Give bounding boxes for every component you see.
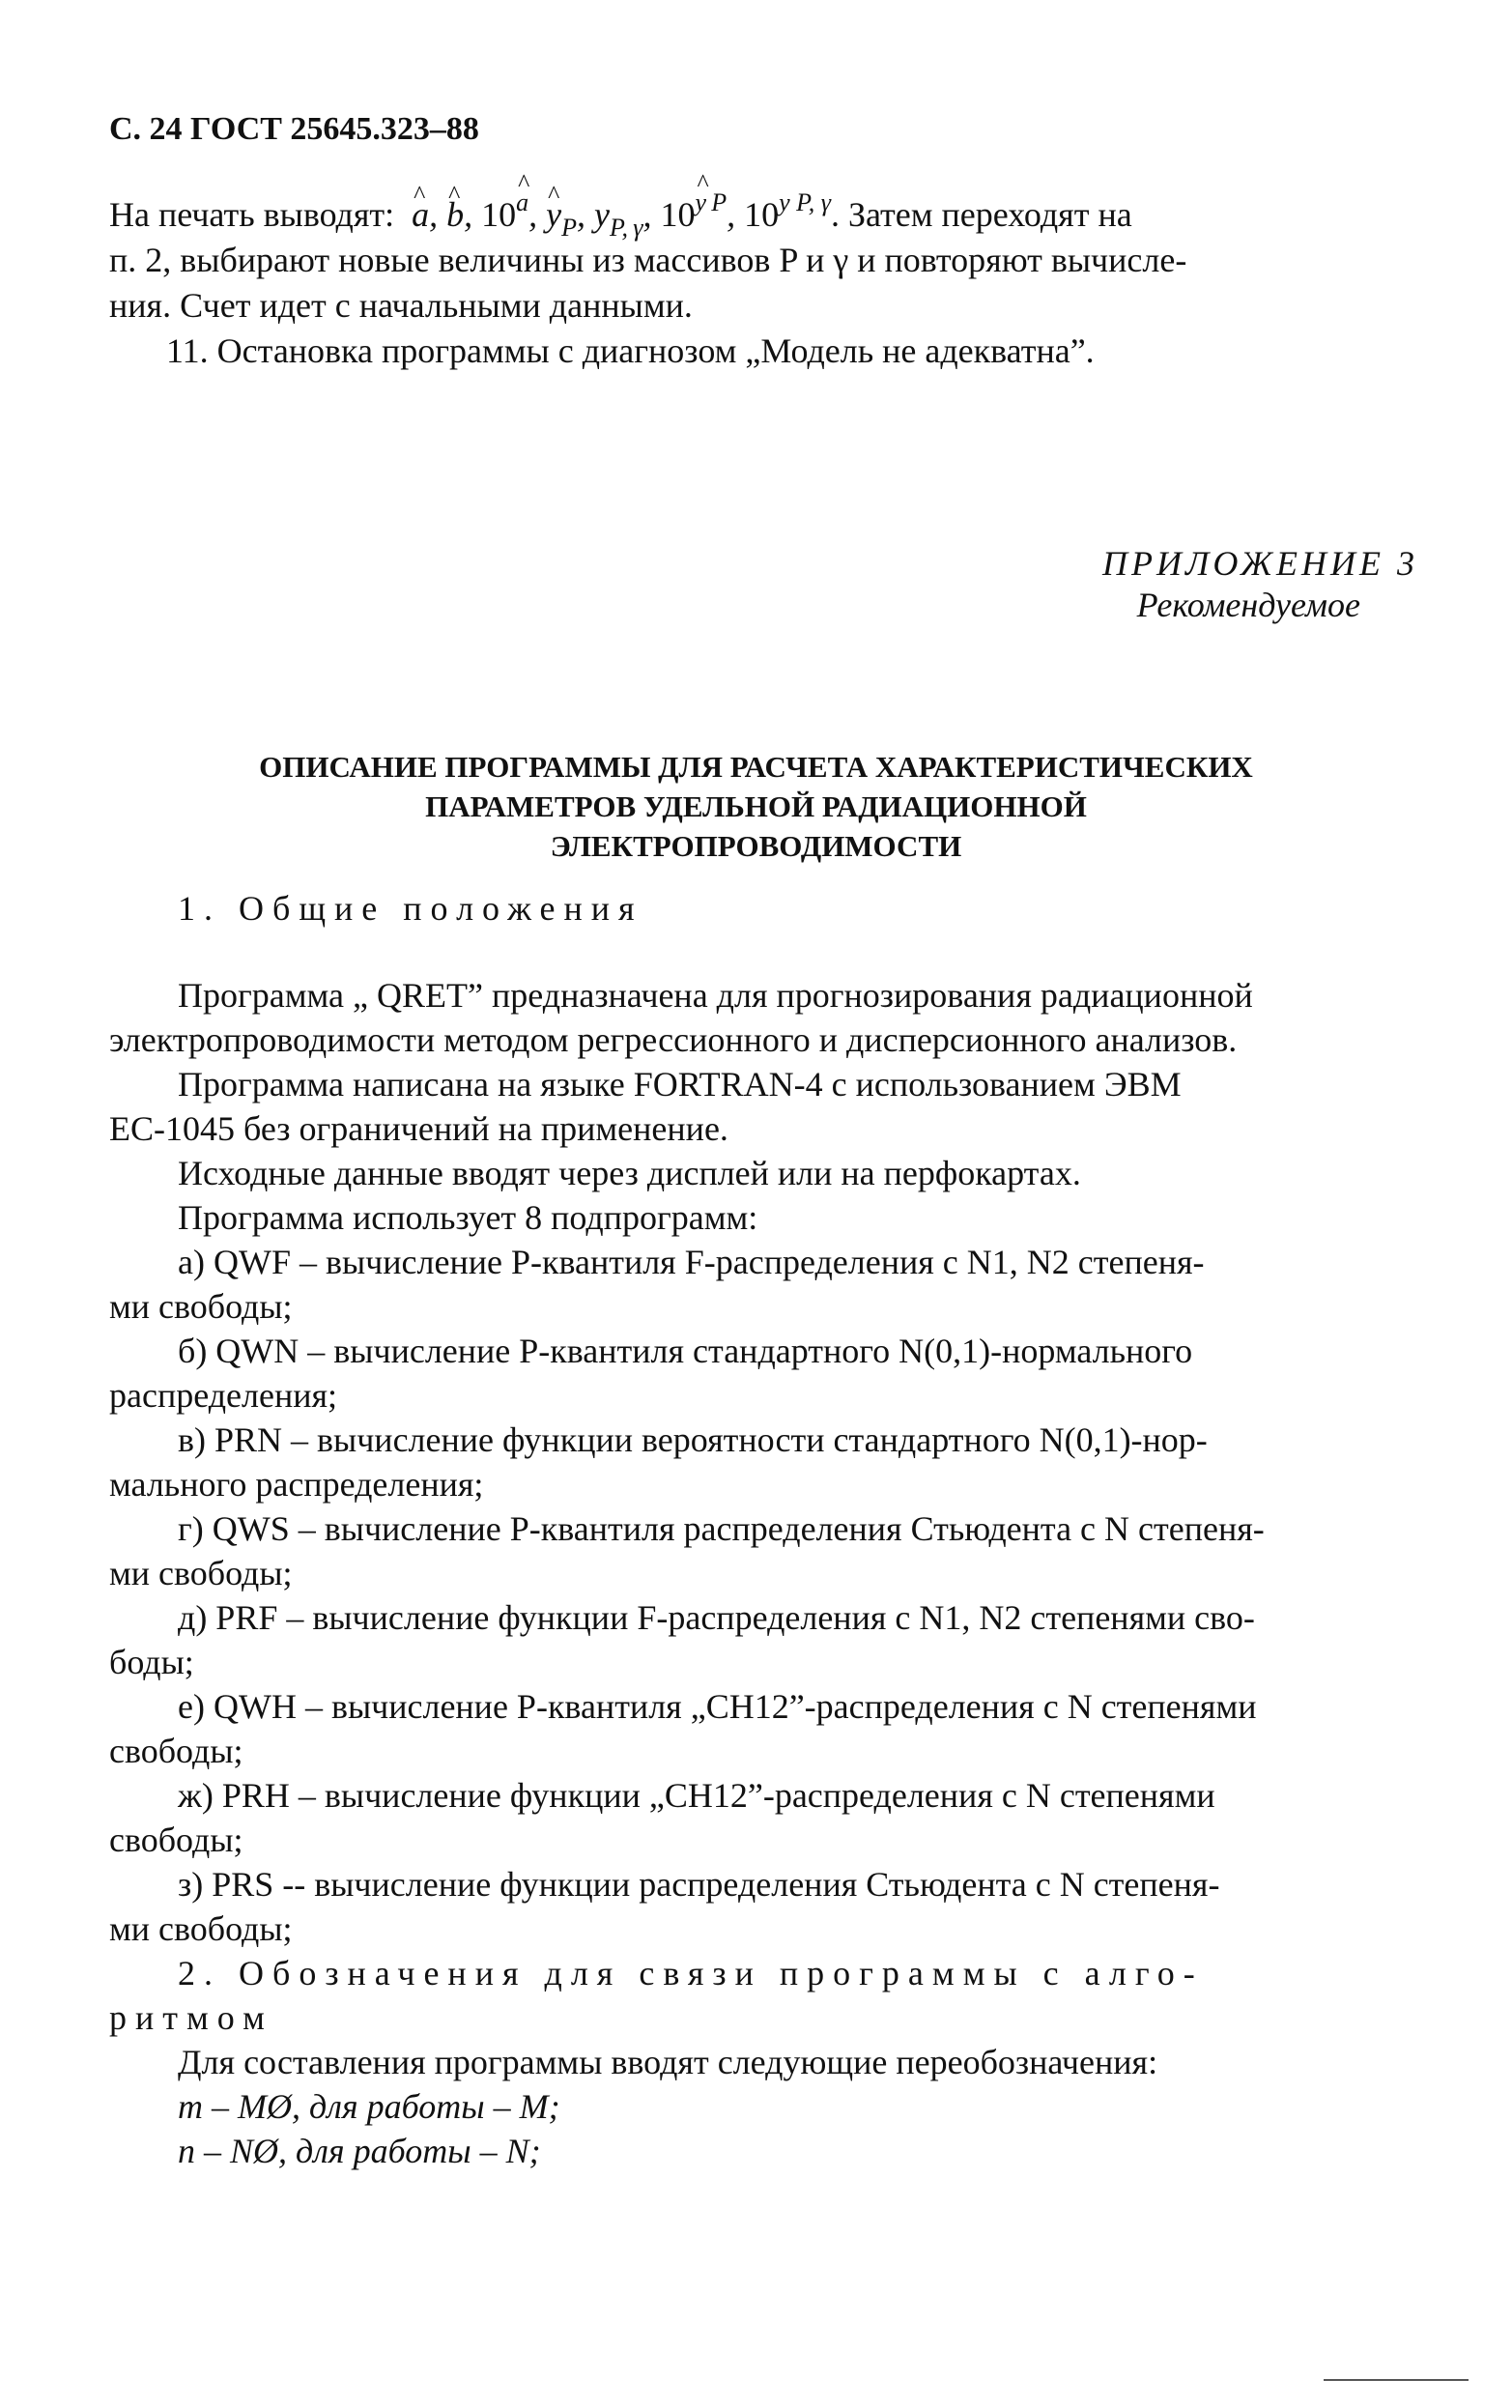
list-item-b-line-1: б) QWN – вычисление P-квантиля стандартного N(0,1)-нормального xyxy=(178,1332,1193,1370)
list-item-h-line-2: ми свободы; xyxy=(109,1909,293,1948)
list-item-b-line-2: распределения; xyxy=(109,1376,338,1415)
list-item-a-line-1: а) QWF – вычисление P-квантиля F-распределения с N1, N2 степеня- xyxy=(178,1243,1205,1281)
s1-paragraph-2-line-1: Программа написана на языке FORTRAN-4 с использованием ЭВМ xyxy=(178,1065,1182,1104)
list-item-d-line-1: г) QWS – вычисление P-квантиля распределения Стьюдента с N степеня- xyxy=(178,1509,1265,1548)
s1-paragraph-3: Исходные данные вводят через дисплей или на перфокартах. xyxy=(178,1154,1081,1192)
s1-paragraph-1-line-1: Программа „ QRET” предназначена для прогнозирования радиационной xyxy=(178,976,1253,1015)
intro-line-3: ния. Счет идет с начальными данными. xyxy=(109,286,693,325)
intro-line-2: п. 2, выбирают новые величины из массивов P и γ и повторяют вычисле- xyxy=(109,241,1187,279)
list-item-e-line-1: д) PRF – вычисление функции F-распределения с N1, N2 степенями сво- xyxy=(178,1598,1255,1637)
doc-title-line-1: ОПИСАНИЕ ПРОГРАММЫ ДЛЯ РАСЧЕТА ХАРАКТЕРИСТИЧЕСКИХ xyxy=(259,750,1253,784)
intro-line-4: 11. Остановка программы с диагнозом „Модель не адекватна”. xyxy=(166,331,1095,370)
list-item-f-line-1: е) QWH – вычисление P-квантиля „CH12”-распределения с N степенями xyxy=(178,1687,1257,1726)
print-output-formula: a ^, b ^, 10$^a$ ^, y $\^{}_P$, $y_{P, \gamma}$, $10^{y \^{} P}$, $10^{y P, \gamma}$ xyxy=(403,195,831,234)
s2-paragraph-1: Для составления программы вводят следующие переобозначения: xyxy=(178,2043,1158,2081)
s2-n-definition: n – NØ, для работы – N; xyxy=(178,2132,541,2170)
doc-title-line-2: ПАРАМЕТРОВ УДЕЛЬНОЙ РАДИАЦИОННОЙ xyxy=(425,789,1087,823)
s2-m-definition: m – MØ, для работы – M; xyxy=(178,2087,560,2126)
appendix-subtitle: Рекомендуемое xyxy=(1136,586,1360,624)
s1-paragraph-2-line-2: ЕС-1045 без ограничений на применение. xyxy=(109,1109,728,1148)
section-2-heading-line-2: ритмом xyxy=(109,1998,273,2037)
print-output-tail: . Затем переходят на xyxy=(830,195,1132,234)
s1-paragraph-4: Программа использует 8 подпрограмм: xyxy=(178,1198,758,1237)
list-item-h-line-1: з) PRS -- вычисление функции распределения Стьюдента с N степеня- xyxy=(178,1865,1220,1904)
s1-paragraph-1-line-2: электропроводимости методом регрессионного и дисперсионного анализов. xyxy=(109,1020,1238,1059)
list-item-f-line-2: свободы; xyxy=(109,1732,243,1770)
print-output-label: На печать выводят: xyxy=(109,195,395,234)
appendix-title: ПРИЛОЖЕНИЕ 3 xyxy=(1102,544,1418,583)
section-2-heading-line-1: 2. Обозначения для связи программы с алго- xyxy=(178,1954,1204,1992)
list-item-c-line-1: в) PRN – вычисление функции вероятности стандартного N(0,1)-нор- xyxy=(178,1420,1208,1459)
scan-artifact-line xyxy=(1324,2379,1469,2381)
print-output-line xyxy=(109,188,1132,242)
list-item-a-line-2: ми свободы; xyxy=(109,1287,293,1326)
page-header: С. 24 ГОСТ 25645.323–88 xyxy=(109,111,479,147)
list-item-g-line-1: ж) PRH – вычисление функции „CH12”-распределения с N степенями xyxy=(178,1776,1215,1815)
section-1-heading: 1. Общие положения xyxy=(178,889,643,928)
doc-title-line-3: ЭЛЕКТРОПРОВОДИМОСТИ xyxy=(550,829,962,863)
list-item-e-line-2: боды; xyxy=(109,1643,194,1681)
list-item-c-line-2: мального распределения; xyxy=(109,1465,484,1504)
list-item-g-line-2: свободы; xyxy=(109,1820,243,1859)
list-item-d-line-2: ми свободы; xyxy=(109,1554,293,1592)
